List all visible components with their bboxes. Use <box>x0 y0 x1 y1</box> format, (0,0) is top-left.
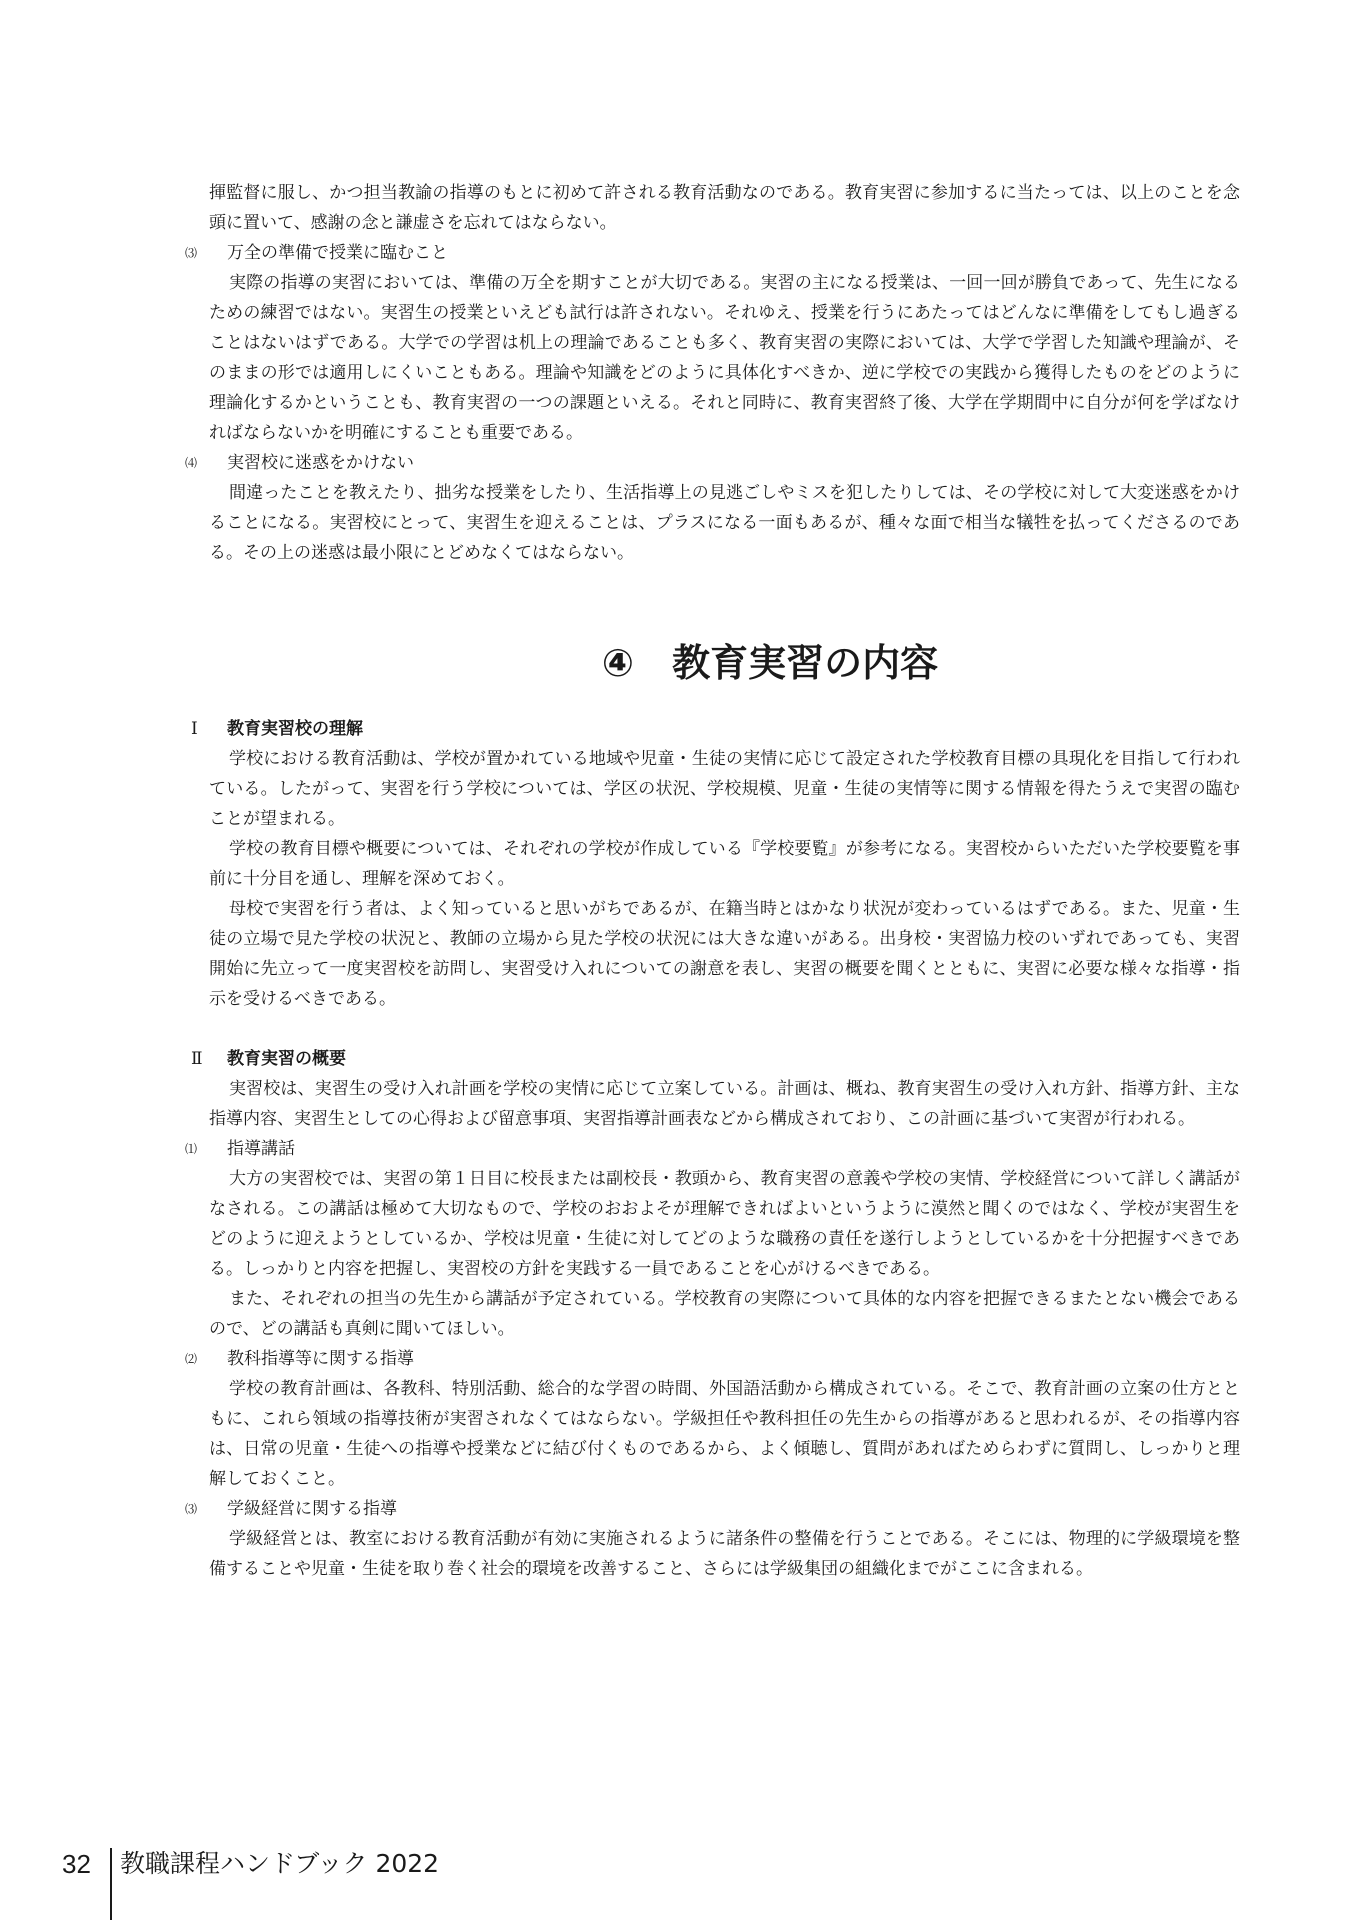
footer-divider <box>110 1848 112 1920</box>
part2-item-1-heading <box>180 1134 1240 1164</box>
spacer <box>180 1014 1240 1044</box>
section-number: ④ <box>601 641 635 685</box>
section-title-text: 教育実習の内容 <box>672 641 939 685</box>
part1-paragraph: 母校で実習を行う者は、よく知っていると思いがちであるが、在籍当時とはかなり状況が変わっているはずである。また、児童・生徒の立場で見た学校の状況と、教師の立場から見た学校の状況には大きな違いがある。出身校・実習協力校のいずれであっても、実習開始に先立って一度実習校を訪問し、実習受け入れについての謝意を表し、実習の概要を聞くとともに、実習に必要な様々な指導・指示を受けるべきである。 <box>209 899 1240 1009</box>
page-number: 32 <box>62 1849 91 1879</box>
item-heading: 万全の準備で授業に臨むこと <box>227 243 448 263</box>
item-heading: 教科指導等に関する指導 <box>227 1349 414 1369</box>
spacer <box>180 568 1240 638</box>
item-number: ⑵ <box>185 1352 198 1366</box>
part-heading-text: 教育実習の概要 <box>227 1049 346 1069</box>
item-heading: 指導講話 <box>227 1139 295 1159</box>
part2-intro: 実習校は、実習生の受け入れ計画を学校の実情に応じて立案している。計画は、概ね、教育実習生の受け入れ方針、指導方針、主な指導内容、実習生としての心得および留意事項、実習指導計画表などから構成されており、この計画に基づいて実習が行われる。 <box>209 1079 1240 1129</box>
pre-item-4-body: 間違ったことを教えたり、拙劣な授業をしたり、生活指導上の見逃ごしやミスを犯したりしては、その学校に対して大変迷惑をかけることになる。実習校にとって、実習生を迎えることは、プラスになる一面もあるが、種々な面で相当な犠牲を払ってくださるのである。その上の迷惑は最小限にとどめなくてはならない。 <box>209 483 1240 563</box>
spacer <box>180 688 1240 714</box>
roman-numeral: Ⅰ <box>191 719 198 739</box>
pre-item-3-heading <box>180 238 1240 268</box>
part-heading-text: 教育実習校の理解 <box>227 719 363 739</box>
section-title <box>180 638 1240 688</box>
item-heading: 実習校に迷惑をかけない <box>227 453 414 473</box>
book-title: 教職課程ハンドブック 2022 <box>120 1849 440 1878</box>
intro-continuation: 揮監督に服し、かつ担当教諭の指導のもとに初めて許される教育活動なのである。教育実習に参加するに当たっては、以上のことを念頭に置いて、感謝の念と謙虚さを忘れてはならない。 <box>209 183 1240 233</box>
part1-paragraph: 学校の教育目標や概要については、それぞれの学校が作成している『学校要覧』が参考になる。実習校からいただいた学校要覧を事前に十分目を通し、理解を深めておく。 <box>209 839 1240 889</box>
part1-heading <box>180 714 1240 744</box>
part2-item-1-paragraph: 大方の実習校では、実習の第１日目に校長または副校長・教頭から、教育実習の意義や学校の実情、学校経営について詳しく講話がなされる。この講話は極めて大切なもので、学校のおおよそが理解できればよいというように漠然と聞くのではなく、学校が実習生をどのように迎えようとしているか、学校は児童・生徒に対してどのような職務の責任を遂行しようとしているかを十分把握すべきである。しっかりと内容を把握し、実習校の方針を実践する一員であることを心がけるべきである。 <box>209 1169 1240 1279</box>
pre-item-4-heading <box>180 448 1240 478</box>
part2-item-2-heading <box>180 1344 1240 1374</box>
item-number: ⑴ <box>185 1142 198 1156</box>
roman-numeral: Ⅱ <box>191 1049 203 1069</box>
item-number: ⑶ <box>185 246 198 260</box>
part2-item-2-paragraph: 学校の教育計画は、各教科、特別活動、総合的な学習の時間、外国語活動から構成されている。そこで、教育計画の立案の仕方とともに、これら領域の指導技術が実習されなくてはならない。学級担任や教科担任の先生からの指導があると思われるが、その指導内容は、日常の児童・生徒への指導や授業などに結び付くものであるから、よく傾聴し、質問があればためらわずに質問し、しっかりと理解しておくこと。 <box>209 1379 1240 1489</box>
item-heading: 学級経営に関する指導 <box>227 1499 397 1519</box>
pre-item-3-body: 実際の指導の実習においては、準備の万全を期すことが大切である。実習の主になる授業は、一回一回が勝負であって、先生になるための練習ではない。実習生の授業といえども試行は許されない。それゆえ、授業を行うにあたってはどんなに準備をしてもし過ぎることはないはずである。大学での学習は机上の理論であることも多く、教育実習の実際においては、大学で学習した知識や理論が、そのままの形では適用しにくいこともある。理論や知識をどのように具体化すべきか、逆に学校での実践から獲得したものをどのように理論化するかということも、教育実習の一つの課題といえる。それと同時に、教育実習終了後、大学在学期間中に自分が何を学ばなければならないかを明確にすることも重要である。 <box>209 273 1240 443</box>
part2-item-3-paragraph: 学級経営とは、教室における教育活動が有効に実施されるように諸条件の整備を行うことである。そこには、物理的に学級環境を整備することや児童・生徒を取り巻く社会的環境を改善すること、さらには学級集団の組織化までがここに含まれる。 <box>209 1529 1240 1579</box>
item-number: ⑷ <box>185 456 198 470</box>
part2-item-3-heading <box>180 1494 1240 1524</box>
part1-paragraph: 学校における教育活動は、学校が置かれている地域や児童・生徒の実情に応じて設定された学校教育目標の具現化を目指して行われている。したがって、実習を行う学校については、学区の状況、学校規模、児童・生徒の実情等に関する情報を得たうえで実習の臨むことが望まれる。 <box>209 749 1240 829</box>
part2-item-1-paragraph: また、それぞれの担当の先生から講話が予定されている。学校教育の実際について具体的な内容を把握できるまたとない機会であるので、どの講話も真剣に聞いてほしい。 <box>209 1289 1240 1339</box>
page-content <box>180 178 1240 1584</box>
item-number: ⑶ <box>185 1502 198 1516</box>
part2-heading <box>180 1044 1240 1074</box>
